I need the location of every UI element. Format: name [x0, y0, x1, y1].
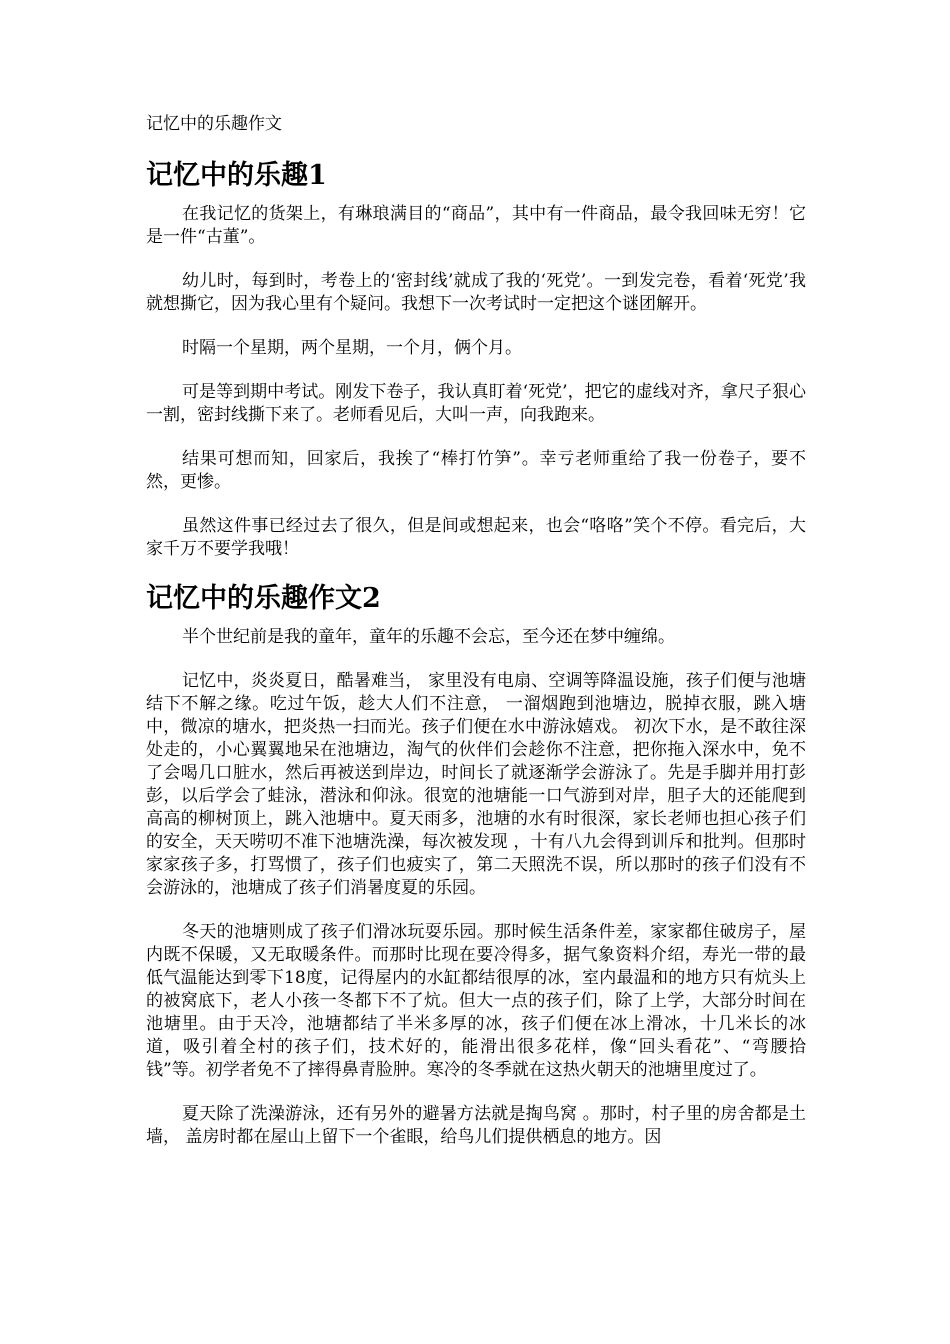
- document-title: 记忆中的乐趣作文: [146, 114, 282, 134]
- paragraph: 可是等到期中考试。刚发下卷子，我认真盯着‘死党’，把它的虚线对齐，拿尺子狠心一割，密封线撕下来了。老师看见后，大叫一声，向我跑来。: [146, 382, 806, 425]
- paragraph: 夏天除了洗澡游泳，还有另外的避暑方法就是掏鸟窝 。那时，村子里的房舍都是土墙， 盖房时都在屋山上留下一个雀眼，给鸟儿们提供栖息的地方。因: [146, 1104, 806, 1147]
- paragraph: 结果可想而知，回家后，我挨了“棒打竹笋”。幸亏老师重给了我一份卷子，要不然，更惨。: [146, 449, 806, 492]
- document-page: [146, 112, 806, 1170]
- paragraph: 时隔一个星期，两个星期，一个月，俩个月。: [182, 338, 522, 358]
- paragraph: 半个世纪前是我的童年，童年的乐趣不会忘，至今还在梦中缠绵。: [182, 627, 675, 647]
- paragraph: 在我记忆的货架上，有琳琅满目的“商品”，其中有一件商品，最令我回味无穷！它是一件“古董”。: [146, 204, 806, 247]
- paragraph: 虽然这件事已经过去了很久，但是间或想起来，也会“咯咯”笑个不停。看完后，大家千万不要学我哦！: [146, 516, 806, 559]
- section-2: [146, 582, 806, 1149]
- paragraph: 记忆中，炎炎夏日，酷暑难当， 家里没有电扇、空调等降温设施，孩子们便与池塘结下不解之缘。吃过午饭，趁大人们不注意， 一溜烟跑到池塘边，脱掉衣服，跳入塘中，微凉的塘水，把炎热一扫而光。孩子们便在水中游泳嬉戏。 初次下水，是不敢往深处走的，小心翼翼地呆在池塘边，淘气的伙伴们会趁你不注意，把你拖入深水中，免不了会喝几口脏水，然后再被送到岸边，时间长了就逐渐学会游泳了。先是手脚并用打彭彭，以后学会了蛙泳，潜泳和仰泳。很宽的池塘能一口气游到对岸，胆子大的还能爬到高高的柳树顶上，跳入池塘中。夏天雨多，池塘的水有时很深，家长老师也担心孩子们的安全，天天唠叨不准下池塘洗澡，每次被发现 ，十有八九会得到训斥和批判。但那时家家孩子多，打骂惯了，孩子们也疲实了，第二天照洗不误，所以那时的孩子们没有不会游泳的，池塘成了孩子们消暑度夏的乐园。: [146, 671, 806, 898]
- section-1: [146, 159, 806, 561]
- section-heading: 记忆中的乐趣1: [146, 160, 327, 191]
- paragraph: 冬天的池塘则成了孩子们滑冰玩耍乐园。那时候生活条件差，家家都住破房子，屋内既不保暖，又无取暖条件。而那时比现在要冷得多，据气象资料介绍，寿光一带的最低气温能达到零下18度，记得屋内的水缸都结很厚的冰，室内最温和的地方只有炕头上的被窝底下，老人小孩一冬都下不了炕。但大一点的孩子们，除了上学，大部分时间在池塘里。由于天冷，池塘都结了半米多厚的冰，孩子们便在冰上滑冰，十几米长的冰道，吸引着全村的孩子们，技术好的，能滑出很多花样，像“回头看花”、“弯腰拾钱”等。初学者免不了摔得鼻青脸肿。寒冷的冬季就在这热火朝天的池塘里度过了。: [146, 922, 806, 1080]
- paragraph: 幼儿时，每到时，考卷上的‘密封线’就成了我的‘死党’。一到发完卷，看着‘死党’我就想撕它，因为我心里有个疑问。我想下一次考试时一定把这个谜团解开。: [146, 271, 806, 314]
- section-heading: 记忆中的乐趣作文2: [146, 583, 381, 614]
